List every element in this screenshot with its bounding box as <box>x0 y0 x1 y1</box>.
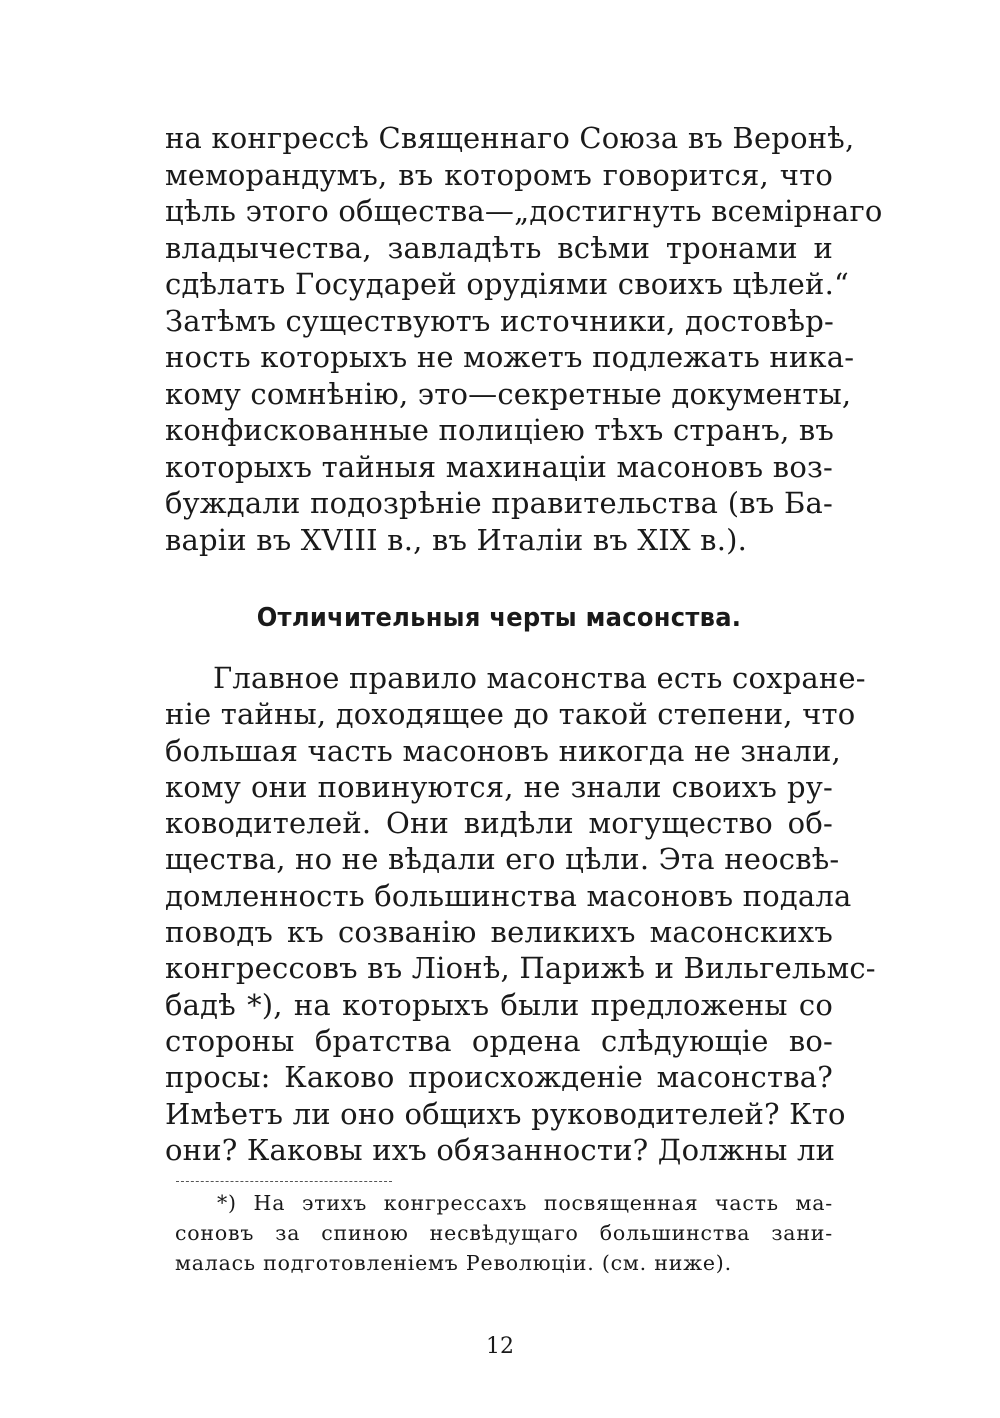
text-line: Имѣетъ ли оно общихъ руководителей? Кто <box>165 1096 846 1131</box>
text-line: кому сомнѣнію, это—секретные документы, <box>165 376 852 411</box>
text-line: кому они повинуются, не знали своихъ ру- <box>165 769 833 804</box>
text-line: щества, но не вѣдали его цѣли. Эта неосвѣ- <box>165 842 840 877</box>
paragraph-continued <box>165 120 883 558</box>
paragraph-main <box>165 660 876 1168</box>
text-line: ность которыхъ не можетъ подлежать ника- <box>165 340 855 374</box>
text-line: большая часть масоновъ никогда не знали, <box>165 733 841 768</box>
text-line: буждали подозрѣніе правительства (въ Ба- <box>165 486 833 520</box>
text-line: цѣль этого общества—„достигнуть всемірнаго <box>165 194 883 228</box>
footnote-divider <box>176 1181 392 1182</box>
text-line: конгрессовъ въ Ліонѣ, Парижѣ и Вильгельмс- <box>165 951 876 986</box>
text-line: домленность большинства масоновъ подала <box>165 878 852 913</box>
text-line: конфискованные полиціею тѣхъ странъ, въ <box>165 413 835 447</box>
text-line: на конгрессѣ Священнаго Союза въ Веронѣ, <box>165 121 855 155</box>
text-line: владычества, завладѣть всѣми тронами и <box>165 230 833 265</box>
text-line: стороны братства ордена слѣдующіе во- <box>165 1023 833 1058</box>
text-line: варіи въ XVIII в., въ Италіи въ XIX в.). <box>165 522 748 557</box>
text-line: Главное правило масонства есть сохране- <box>213 661 866 695</box>
text-line: поводъ къ созванію великихъ масонскихъ <box>165 915 833 950</box>
page-number: 12 <box>486 1334 514 1359</box>
text-line: бадѣ *), на которыхъ были предложены со <box>165 987 833 1022</box>
text-line: сдѣлать Государей орудіями своихъ цѣлей.“ <box>165 267 850 301</box>
text-line: ніе тайны, доходящее до такой степени, что <box>165 697 856 732</box>
text-line: которыхъ тайныя махинаціи масоновъ воз- <box>165 449 833 484</box>
footnote <box>175 1188 833 1278</box>
footnote-line: *) На этихъ конгрессахъ посвященная часть ма- <box>217 1191 833 1215</box>
section-heading: Отличительныя черты масонства. <box>256 603 742 633</box>
footnote-line: малась подготовленіемъ Революціи. (см. ниже). <box>175 1251 732 1275</box>
text-line: Затѣмъ существуютъ источники, достовѣр- <box>165 303 835 338</box>
text-line: просы: Каково происхожденіе масонства? <box>165 1060 833 1095</box>
text-line: они? Каковы ихъ обязанности? Должны ли <box>165 1132 836 1167</box>
text-line: меморандумъ, въ которомъ говорится, что <box>165 157 833 192</box>
footnote-line: соновъ за спиною несвѣдущаго большинства зани- <box>175 1221 833 1245</box>
text-line: ководителей. Они видѣли могущество об- <box>165 806 833 841</box>
